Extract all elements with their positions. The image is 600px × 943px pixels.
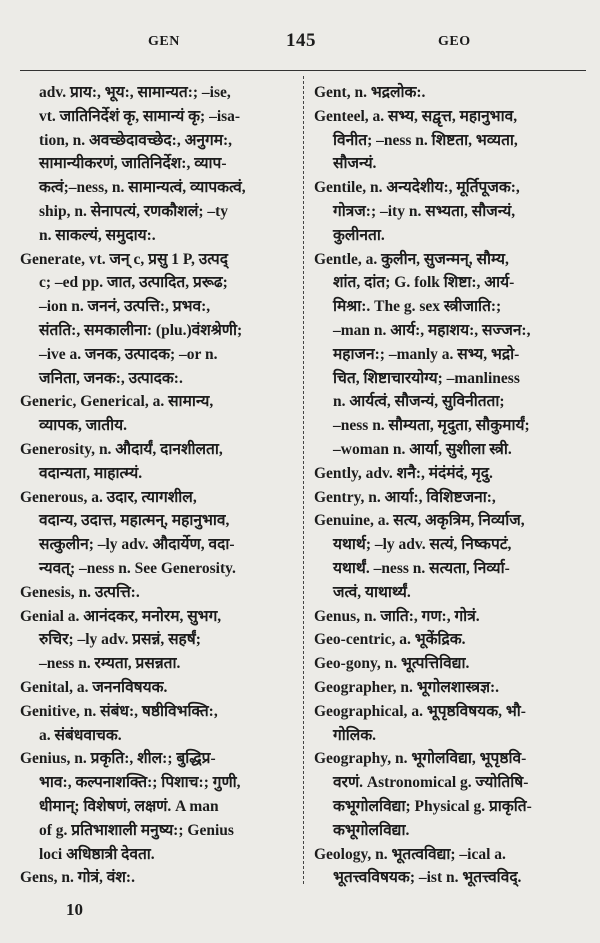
entry-text: n. आर्यत्वं, सौजन्यं, सुविनीतता;: [333, 393, 505, 411]
entry-text: सामान्यीकरणं, जातिनिर्देश:, व्याप-: [39, 155, 227, 173]
dictionary-entry-line: [20, 486, 292, 510]
entry-text: वरणं. Astronomical g. ज्योतिषि-: [333, 774, 529, 792]
entry-headword: Generic,: [20, 393, 77, 411]
column-divider: [303, 76, 304, 884]
dictionary-entry-continuation: [314, 581, 586, 605]
dictionary-entry-continuation: [20, 343, 292, 367]
entry-text: भाव:, कल्पनाशक्ति:; पिशाच:; गुणी,: [39, 774, 241, 792]
dictionary-entry-continuation: [314, 557, 586, 581]
right-guide-word: GEO: [438, 34, 471, 49]
entry-text: a. सत्य, अकृत्रिम, निर्व्याज,: [377, 512, 525, 530]
entry-text: n. भद्रलोक:.: [354, 84, 426, 101]
entry-text: n. भूगोलशास्त्रज्ञ:.: [400, 678, 500, 696]
dictionary-entry-line: [20, 676, 292, 700]
dictionary-entry-continuation: [314, 866, 586, 890]
dictionary-entry-continuation: [20, 509, 292, 533]
entry-text: –ive a. जनक, उत्पादक; –or n.: [39, 345, 218, 363]
entry-text: a. आनंदकर, मनोरम, सुभग,: [67, 607, 222, 625]
entry-text: न्यवत्; –ness n. See Generosity.: [39, 559, 236, 577]
entry-headword: Genial: [20, 607, 64, 625]
dictionary-entry-continuation: [20, 105, 292, 129]
entry-text: a. सभ्य, सद्वृत्त, महानुभाव,: [372, 107, 518, 125]
entry-text: a. कुलीन, सुजन्मन्, सौम्य,: [365, 250, 509, 268]
dictionary-entry-continuation: [314, 795, 586, 819]
dictionary-entry-line: [20, 390, 292, 414]
entry-headword: Gens,: [20, 869, 58, 887]
entry-headword: Genius,: [20, 750, 71, 768]
entry-text: शांत, दांत; G. folk शिष्टा:, आर्य-: [333, 274, 515, 292]
entry-headword: Gently,: [314, 464, 362, 482]
entry-text: कभूगोलविद्या.: [333, 821, 410, 839]
entry-text: गोलिक.: [333, 726, 377, 744]
entry-text: Generical, a. सामान्य,: [80, 393, 214, 411]
entry-headword: Geo-gony,: [314, 655, 381, 673]
dictionary-entry-line: [20, 747, 292, 771]
entry-text: of g. प्रतिभाशाली मनुष्य:; Genius: [39, 821, 234, 839]
entry-headword: Geography,: [314, 750, 392, 768]
entry-text: n. औदार्यं, दानशीलता,: [98, 440, 223, 458]
header-rule: [20, 70, 586, 71]
dictionary-entry-continuation: [20, 771, 292, 795]
dictionary-entry-continuation: [314, 724, 586, 748]
entry-text: विनीत; –ness n. शिष्टता, भव्यता,: [333, 131, 518, 149]
entry-text: n. आर्या:, विशिष्टजना:,: [368, 488, 496, 506]
entry-headword: Geographical,: [314, 702, 408, 720]
entry-headword: Genesis,: [20, 583, 75, 601]
dictionary-entry-continuation: [20, 200, 292, 224]
entry-text: n. भूत्पत्तिविद्या.: [384, 655, 470, 673]
dictionary-entry-continuation: [314, 295, 586, 319]
entry-text: सौजन्यं.: [333, 155, 377, 173]
dictionary-entry-continuation: [314, 771, 586, 795]
dictionary-entry-continuation: [20, 533, 292, 557]
entry-headword: Generosity,: [20, 440, 96, 458]
entry-text: a. उदार, त्यागशील,: [91, 488, 197, 506]
entry-text: –ness n. सौम्यता, मृदुता, सौकुमार्यं;: [333, 417, 530, 435]
entry-text: जत्वं, याथार्थ्यं.: [333, 583, 411, 601]
dictionary-entry-continuation: [20, 557, 292, 581]
dictionary-entry-continuation: [20, 129, 292, 153]
entry-headword: Geo-centric,: [314, 631, 396, 649]
dictionary-entry-line: [20, 248, 292, 272]
entry-headword: Gentry,: [314, 488, 365, 506]
entry-text: loci अधिष्ठात्री देवता.: [39, 845, 155, 863]
entry-headword: Generous,: [20, 488, 88, 506]
entry-text: adv. शनै:, मंदंमंदं, मृदु.: [365, 464, 493, 482]
dictionary-entry-continuation: [20, 414, 292, 438]
left-guide-word: GEN: [148, 34, 180, 49]
dictionary-entry-continuation: [20, 843, 292, 867]
entry-headword: Geographer,: [314, 678, 397, 696]
dictionary-entry-line: [314, 628, 586, 652]
dictionary-entry-continuation: [314, 200, 586, 224]
dictionary-entry-continuation: [20, 724, 292, 748]
dictionary-entry-continuation: [20, 628, 292, 652]
entry-text: n. प्रकृति:, शील:; बुद्धिप्र-: [74, 750, 216, 768]
dictionary-entry-continuation: [314, 224, 586, 248]
entry-text: a. भूकेंद्रिक.: [399, 631, 466, 649]
dictionary-entry-continuation: [20, 652, 292, 676]
entry-text: c; –ed pp. जात, उत्पादित, प्ररूढ;: [39, 274, 228, 292]
dictionary-entry-line: [314, 747, 586, 771]
dictionary-entry-line: [20, 81, 292, 105]
entry-text: कुलीनता.: [333, 226, 385, 244]
dictionary-entry-continuation: [20, 795, 292, 819]
entry-text: यथार्थं. –ness n. सत्यता, निर्व्या-: [333, 559, 510, 577]
entry-text: महाजन:; –manly a. सभ्य, भद्रो-: [333, 345, 520, 363]
dictionary-entry-continuation: [314, 129, 586, 153]
entry-text: n. साकल्यं, समुदाय:.: [39, 226, 156, 244]
entry-text: जनिता, जनक:, उत्पादक:.: [39, 369, 183, 387]
entry-text: –man n. आर्य:, महाशय:, सज्जन:,: [333, 321, 531, 339]
entry-text: सत्कुलीन; –ly adv. औदार्येण, वदा-: [39, 536, 235, 554]
dictionary-entry-continuation: [20, 176, 292, 200]
entry-text: वदान्यता, माहात्म्यं.: [39, 464, 143, 482]
entry-text: भूतत्त्वविषयक; –ist n. भूतत्त्वविद्.: [333, 869, 522, 887]
entry-headword: Genus,: [314, 607, 361, 625]
left-column: [20, 81, 292, 890]
entry-text: चित, शिष्टाचारयोग्य; –manliness: [333, 369, 520, 387]
entry-text: –ness n. रम्यता, प्रसन्नता.: [39, 655, 181, 673]
dictionary-entry-line: [314, 176, 586, 200]
dictionary-entry-continuation: [20, 152, 292, 176]
dictionary-entry-line: [314, 105, 586, 129]
entry-text: यथार्थ; –ly adv. सत्यं, निष्कपटं,: [333, 536, 512, 554]
entry-text: कभूगोलविद्या; Physical g. प्राकृति-: [333, 797, 532, 815]
entry-text: vt. जन् c, प्रसु 1 P, उत्पद्: [88, 250, 228, 268]
dictionary-entry-continuation: [314, 533, 586, 557]
dictionary-entry-line: [314, 509, 586, 533]
dictionary-entry-continuation: [314, 390, 586, 414]
dictionary-entry-continuation: [314, 319, 586, 343]
entry-text: मिश्रा:. The g. sex स्त्रीजाति:;: [333, 298, 502, 316]
dictionary-entry-continuation: [314, 438, 586, 462]
dictionary-entry-continuation: [20, 367, 292, 391]
entry-text: n. भूतत्वविद्या; –ical a.: [375, 845, 506, 863]
dictionary-entry-line: [314, 605, 586, 629]
entry-text: n. जाति:, गण:, गोत्रं.: [363, 607, 480, 625]
entry-text: व्यापक, जातीय.: [39, 417, 127, 435]
entry-text: कत्वं;–ness, n. सामान्यत्वं, व्यापकत्वं,: [39, 179, 246, 197]
entry-text: adv. प्राय:, भूय:, सामान्यत:; –ise,: [39, 84, 231, 101]
dictionary-entry-line: [314, 652, 586, 676]
entry-text: n. अन्यदेशीय:, मूर्तिपूजक:,: [369, 179, 520, 197]
dictionary-entry-continuation: [314, 414, 586, 438]
dictionary-entry-continuation: [20, 224, 292, 248]
dictionary-entry-continuation: [314, 343, 586, 367]
entry-text: रुचिर; –ly adv. प्रसन्नं, सहर्षं;: [39, 631, 201, 649]
dictionary-entry-continuation: [314, 271, 586, 295]
entry-headword: Genital,: [20, 678, 73, 696]
entry-headword: Gent,: [314, 84, 351, 101]
dictionary-entry-line: [314, 81, 586, 105]
dictionary-entry-continuation: [20, 271, 292, 295]
dictionary-entry-line: [314, 676, 586, 700]
dictionary-entry-line: [314, 486, 586, 510]
signature-mark: 10: [66, 900, 83, 919]
entry-text: वदान्य, उदात्त, महात्मन्, महानुभाव,: [39, 512, 230, 530]
entry-text: n. भूगोलविद्या, भूपृष्ठवि-: [394, 750, 527, 768]
dictionary-entry-line: [20, 438, 292, 462]
entry-headword: Geology,: [314, 845, 372, 863]
entry-text: tion, n. अवच्छेदावच्छेद:, अनुगम:,: [39, 131, 233, 149]
entry-text: vt. जातिनिर्देशं कृ, सामान्यं कृ; –isa-: [39, 107, 241, 125]
entry-text: n. गोत्रं, वंश:.: [61, 869, 135, 887]
entry-text: संतति:, समकालीना: (plu.)वंशश्रेणी;: [39, 321, 243, 339]
entry-text: –ion n. जननं, उत्पत्ति:, प्रभव:,: [39, 298, 211, 316]
dictionary-entry-line: [20, 605, 292, 629]
entry-text: a. जननविषयक.: [76, 678, 168, 696]
dictionary-entry-continuation: [20, 319, 292, 343]
dictionary-entry-continuation: [20, 462, 292, 486]
dictionary-entry-continuation: [314, 819, 586, 843]
entry-text: n. उत्पत्ति:.: [78, 583, 140, 601]
entry-text: धीमान्; विशेषणं, लक्षणं. A man: [39, 797, 219, 815]
entry-headword: Gentile,: [314, 179, 367, 197]
entry-text: a. भूपृष्ठविषयक, भौ-: [411, 702, 526, 720]
entry-headword: Generate,: [20, 250, 85, 268]
entry-text: a. संबंधवाचक.: [39, 726, 122, 744]
dictionary-entry-line: [314, 462, 586, 486]
dictionary-entry-line: [314, 700, 586, 724]
entry-text: n. संबंध:, षष्ठीविभक्ति:,: [83, 702, 218, 720]
entry-headword: Genitive,: [20, 702, 80, 720]
dictionary-entry-line: [20, 866, 292, 890]
dictionary-entry-continuation: [314, 367, 586, 391]
entry-headword: Genuine,: [314, 512, 374, 530]
page-number: 145: [286, 30, 316, 51]
dictionary-entry-line: [314, 248, 586, 272]
dictionary-entry-continuation: [314, 152, 586, 176]
dictionary-entry-continuation: [20, 295, 292, 319]
dictionary-entry-line: [314, 843, 586, 867]
right-column: [314, 81, 586, 890]
entry-text: –woman n. आर्या, सुशीला स्त्री.: [333, 440, 512, 458]
entry-headword: Gentle,: [314, 250, 362, 268]
dictionary-entry-continuation: [20, 819, 292, 843]
entry-text: गोत्रज:; –ity n. सभ्यता, सौजन्यं,: [333, 202, 516, 220]
dictionary-entry-line: [20, 581, 292, 605]
entry-headword: Genteel,: [314, 107, 369, 125]
dictionary-entry-line: [20, 700, 292, 724]
entry-text: ship, n. सेनापत्यं, रणकौशलं; –ty: [39, 202, 229, 220]
